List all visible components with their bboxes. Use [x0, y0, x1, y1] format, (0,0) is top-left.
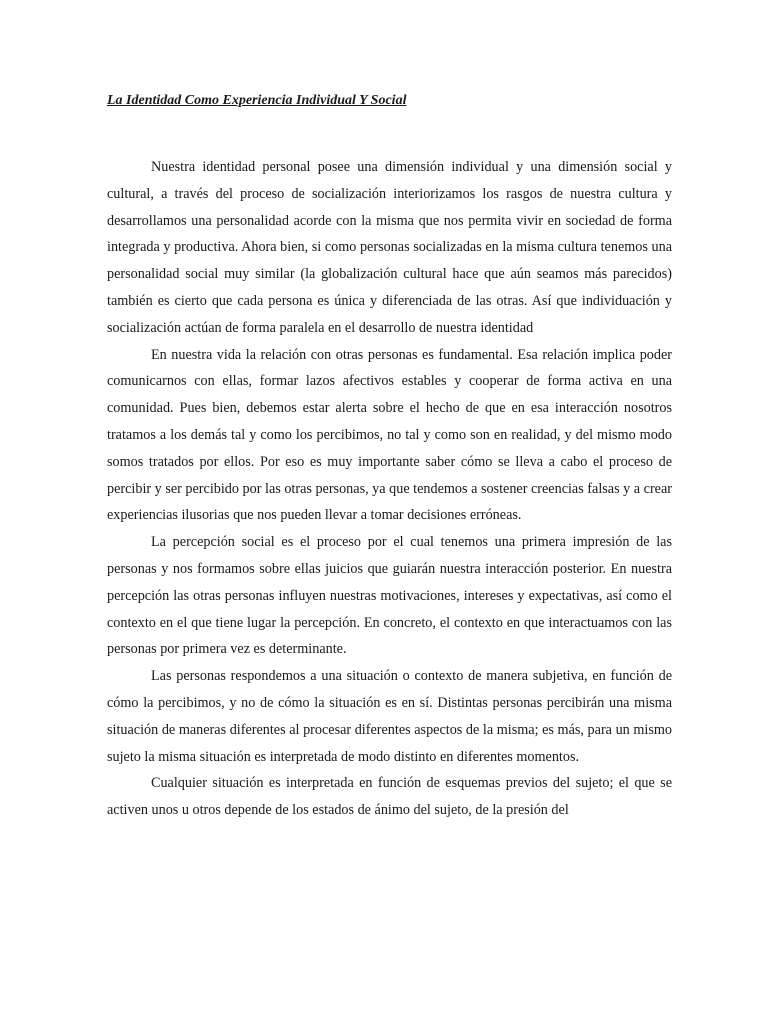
document-title: La Identidad Como Experiencia Individual Y Social	[107, 93, 407, 108]
paragraph: La percepción social es el proceso por el cual tenemos una primera impresión de las personas y nos formamos sobre ellas juicios que guiarán nuestra interacción posterior. En nuestra percepción las otras personas influyen nuestras motivaciones, intereses y expectativas, así como el contexto en el que tiene lugar la percepción. En concreto, el contexto en que interactuamos con las personas por primera vez es determinante.	[107, 534, 672, 658]
document-body	[107, 154, 672, 824]
paragraph: Las personas respondemos a una situación o contexto de manera subjetiva, en función de cómo la percibimos, y no de cómo la situación es en sí. Distintas personas percibirán una misma situación de maneras diferentes al procesar diferentes aspectos de la misma; es más, para un mismo sujeto la misma situación es interpretada de modo distinto en diferentes momentos.	[107, 668, 672, 765]
paragraph: En nuestra vida la relación con otras personas es fundamental. Esa relación implica poder comunicarnos con ellas, formar lazos afectivos estables y cooperar de forma activa en una comunidad. Pues bien, debemos estar alerta sobre el hecho de que en esa interacción nosotros tratamos a los demás tal y como los percibimos, no tal y como son en realidad, y del mismo modo somos tratados por ellos. Por eso es muy importante saber cómo se lleva a cabo el proceso de percibir y ser percibido por las otras personas, ya que tendemos a sostener creencias falsas y a crear experiencias ilusorias que nos pueden llevar a tomar decisiones erróneas.	[107, 346, 672, 524]
paragraph: Cualquier situación es interpretada en función de esquemas previos del sujeto; el que se activen unos u otros depende de los estados de ánimo del sujeto, de la presión del	[107, 775, 672, 819]
paragraph: Nuestra identidad personal posee una dimensión individual y una dimensión social y cultural, a través del proceso de socialización interiorizamos los rasgos de nuestra cultura y desarrollamos una personalidad acorde con la misma que nos permita vivir en sociedad de forma integrada y productiva. Ahora bien, si como personas socializadas en la misma cultura tenemos una personalidad social muy similar (la globalización cultural hace que aún seamos más parecidos) también es cierto que cada persona es única y diferenciada de las otras. Así que individuación y socialización actúan de forma paralela en el desarrollo de nuestra identidad	[107, 159, 672, 336]
